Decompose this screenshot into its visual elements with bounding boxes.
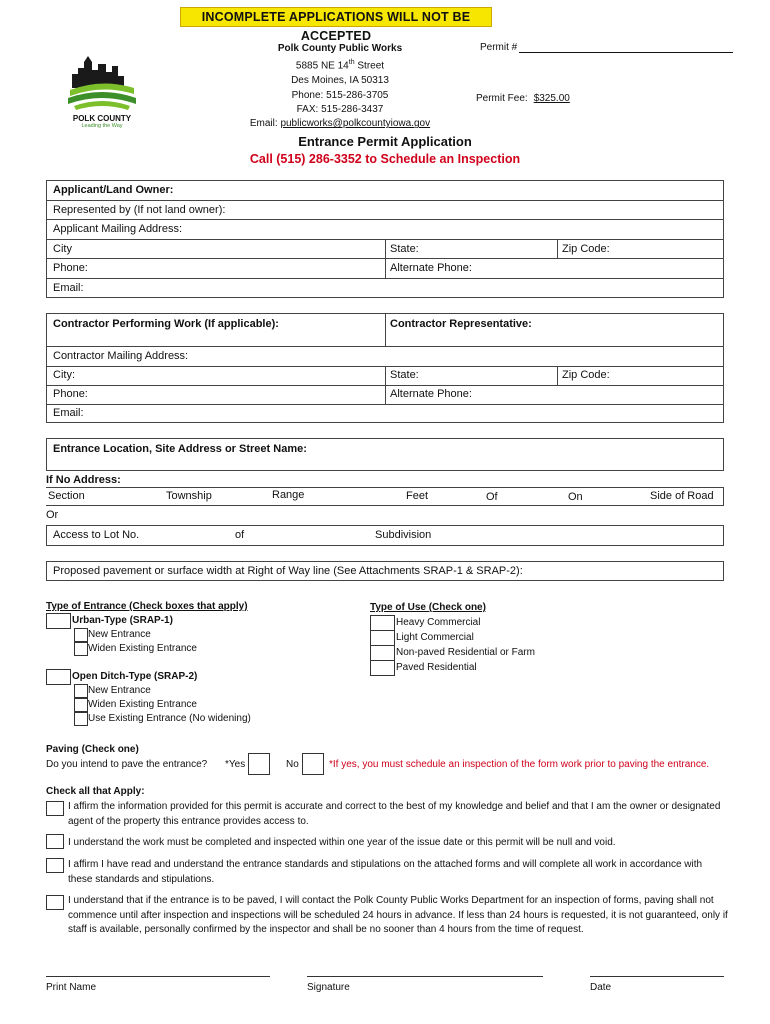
org-address bbox=[225, 56, 455, 74]
no-address-label: If No Address: bbox=[46, 474, 121, 486]
ditch-checkbox[interactable] bbox=[46, 669, 71, 685]
date-line[interactable] bbox=[590, 976, 724, 977]
org-city: Des Moines, IA 50313 bbox=[291, 75, 389, 87]
use-light-label: Light Commercial bbox=[396, 632, 474, 643]
pavement-label: Proposed pavement or surface width at Right of Way line (See Attachments SRAP-1 & SRAP-2): bbox=[53, 565, 523, 577]
inspection-checkbox[interactable] bbox=[46, 895, 64, 910]
location-label: Entrance Location, Site Address or Street Name: bbox=[53, 443, 307, 455]
owner-zip-label: Zip Code: bbox=[562, 242, 610, 255]
owner-section bbox=[46, 180, 724, 298]
owner-state-label: State: bbox=[390, 242, 419, 255]
entrance-type-heading: Type of Entrance (Check boxes that apply) bbox=[46, 601, 248, 612]
contractor-rep-cell[interactable] bbox=[385, 314, 723, 346]
use-light-checkbox[interactable] bbox=[370, 630, 395, 646]
contractor-city-label: City: bbox=[53, 369, 75, 381]
owner-city-row[interactable] bbox=[47, 240, 723, 260]
logo-name: POLK COUNTY bbox=[72, 114, 132, 123]
contractor-alt-phone-cell[interactable] bbox=[385, 385, 723, 404]
use-light-option bbox=[370, 630, 570, 645]
paving-yes-label: *Yes bbox=[225, 759, 246, 770]
form-title: Entrance Permit Application bbox=[298, 134, 472, 149]
or-label: Or bbox=[46, 509, 59, 521]
contractor-email-row[interactable] bbox=[47, 404, 723, 424]
urban-new-option bbox=[46, 628, 248, 642]
affirm-info-text: I affirm the information provided for this permit is accurate and correct to the best of my knowledge and belief and that I am the owner or designated agent of the property this entrance provides access to. bbox=[68, 801, 721, 827]
use-type-group bbox=[370, 600, 570, 675]
polk-county-logo bbox=[64, 54, 140, 134]
paving-no-label: No bbox=[286, 759, 299, 770]
ditch-widen-label: Widen Existing Entrance bbox=[88, 699, 197, 710]
ditch-new-checkbox[interactable] bbox=[74, 684, 88, 698]
urban-widen-checkbox[interactable] bbox=[74, 642, 88, 656]
paving-note: *If yes, you must schedule an inspection of the form work prior to paving the entrance. bbox=[329, 759, 710, 770]
on-label: On bbox=[568, 491, 583, 503]
org-fax: FAX: 515-286-3437 bbox=[296, 103, 384, 115]
contractor-email-label: Email: bbox=[53, 407, 84, 419]
represented-label: Represented by (If not land owner): bbox=[53, 203, 226, 216]
owner-phone-label: Phone: bbox=[53, 262, 88, 274]
ditch-widen-option bbox=[46, 698, 248, 712]
address-sup: th bbox=[348, 59, 355, 67]
signature-line[interactable] bbox=[307, 976, 543, 977]
paving-no-checkbox[interactable] bbox=[302, 753, 324, 775]
form-subtitle: Call (515) 286-3352 to Schedule an Inspection bbox=[249, 152, 521, 166]
incomplete-banner: INCOMPLETE APPLICATIONS WILL NOT BE ACCEPTED bbox=[180, 7, 492, 27]
print-name-line[interactable] bbox=[46, 976, 270, 977]
owner-city-label: City bbox=[53, 242, 72, 255]
use-type-heading: Type of Use (Check one) bbox=[370, 602, 486, 613]
contractor-phone-label: Phone: bbox=[53, 388, 88, 400]
address-street: Street bbox=[354, 60, 385, 72]
owner-email-row[interactable] bbox=[47, 279, 723, 299]
ditch-existing-label: Use Existing Entrance (No widening) bbox=[88, 713, 251, 724]
ditch-existing-checkbox[interactable] bbox=[74, 712, 88, 726]
use-heavy-option bbox=[370, 615, 570, 630]
urban-widen-label: Widen Existing Entrance bbox=[88, 643, 197, 654]
contractor-city-row[interactable] bbox=[47, 366, 723, 386]
inspection-text: I understand that if the entrance is to be paved, I will contact the Polk County Public Works Department for an inspection of forms, paving shall not commence until after inspection and inspections will be scheduled 24 hours in advance. If less than 24 hours is requested, it is not guaranteed, only if staff is available, personally confirmed by the inspector and shall be no sooner than 4 hours from the time of request. bbox=[68, 895, 728, 935]
print-name-label: Print Name bbox=[46, 982, 97, 993]
owner-label: Applicant/Land Owner: bbox=[53, 184, 174, 196]
permit-fee-label: Permit Fee: bbox=[476, 93, 528, 104]
urban-new-label: New Entrance bbox=[88, 629, 151, 640]
ditch-option bbox=[46, 670, 248, 684]
owner-alt-phone-label: Alternate Phone: bbox=[390, 262, 472, 274]
urban-checkbox[interactable] bbox=[46, 613, 71, 629]
urban-widen-option bbox=[46, 642, 248, 656]
ditch-new-label: New Entrance bbox=[88, 685, 151, 696]
signature-label: Signature bbox=[307, 982, 350, 993]
use-nonpaved-label: Non-paved Residential or Farm bbox=[396, 647, 535, 658]
feet-label: Feet bbox=[406, 490, 429, 502]
permit-number-label: Permit # bbox=[480, 42, 518, 53]
one-year-checkbox[interactable] bbox=[46, 834, 64, 849]
permit-number bbox=[480, 42, 733, 53]
address-number: 5885 NE 14 bbox=[295, 60, 349, 72]
subdivision-label: Subdivision bbox=[375, 529, 432, 541]
ditch-widen-checkbox[interactable] bbox=[74, 698, 88, 712]
use-nonpaved-checkbox[interactable] bbox=[370, 645, 395, 661]
org-name: Polk County Public Works bbox=[277, 43, 403, 54]
of-label: Of bbox=[486, 491, 498, 503]
side-of-road-label: Side of Road bbox=[650, 490, 714, 502]
legal-description-row[interactable] bbox=[46, 487, 724, 506]
urban-label: Urban-Type (SRAP-1) bbox=[72, 615, 173, 626]
paving-question: Do you intend to pave the entrance? bbox=[46, 759, 208, 770]
represented-row[interactable] bbox=[47, 201, 723, 221]
entrance-type-group bbox=[46, 600, 251, 726]
township-label: Township bbox=[166, 490, 212, 502]
standards-text: I affirm I have read and understand the entrance standards and stipulations on the attached forms and will complete all work in accordance with these standards and stipulations. bbox=[68, 859, 703, 885]
contractor-zip-label: Zip Code: bbox=[562, 369, 610, 381]
contractor-alt-phone-label: Alternate Phone: bbox=[390, 388, 472, 400]
use-paved-checkbox[interactable] bbox=[370, 660, 395, 676]
contractor-zip-cell[interactable] bbox=[557, 366, 723, 385]
owner-state-cell[interactable] bbox=[385, 240, 557, 259]
pavement-width-field[interactable] bbox=[46, 561, 724, 581]
use-heavy-checkbox[interactable] bbox=[370, 615, 395, 631]
contractor-rep-label: Contractor Representative: bbox=[390, 318, 532, 330]
section-label: Section bbox=[48, 490, 85, 502]
owner-alt-phone-cell[interactable] bbox=[385, 259, 723, 278]
one-year-text: I understand the work must be completed and inspected within one year of the issue date or this permit will be null and void. bbox=[68, 837, 616, 848]
use-nonpaved-option bbox=[370, 645, 570, 660]
urban-option bbox=[46, 614, 248, 628]
contractor-mailing-label: Contractor Mailing Address: bbox=[53, 350, 189, 362]
owner-mailing-label: Applicant Mailing Address: bbox=[53, 223, 183, 235]
lot-subdivision-row[interactable] bbox=[46, 525, 724, 546]
owner-mailing-row[interactable] bbox=[47, 220, 723, 240]
contractor-state-cell[interactable] bbox=[385, 366, 557, 385]
ditch-existing-option bbox=[46, 712, 251, 726]
of-subdivision-label: of bbox=[235, 529, 245, 541]
contractor-phone-row[interactable] bbox=[47, 385, 723, 405]
permit-number-field[interactable] bbox=[519, 43, 733, 53]
org-phone: Phone: 515-286-3705 bbox=[291, 89, 389, 101]
contractor-row[interactable] bbox=[47, 314, 723, 347]
ditch-new-option bbox=[46, 684, 248, 698]
paving-yes-checkbox[interactable] bbox=[248, 753, 270, 775]
org-email-row bbox=[225, 117, 455, 131]
org-email-link[interactable]: publicworks@polkcountyiowa.gov bbox=[280, 118, 431, 130]
permit-fee-value: $325.00 bbox=[533, 93, 570, 104]
urban-new-checkbox[interactable] bbox=[74, 628, 88, 642]
owner-phone-row[interactable] bbox=[47, 259, 723, 279]
use-heavy-label: Heavy Commercial bbox=[396, 617, 481, 628]
ditch-label: Open Ditch-Type (SRAP-2) bbox=[72, 671, 198, 682]
range-label: Range bbox=[272, 489, 305, 501]
owner-zip-cell[interactable] bbox=[557, 240, 723, 259]
owner-row[interactable] bbox=[47, 181, 723, 201]
permit-fee bbox=[476, 93, 570, 104]
date-label: Date bbox=[590, 982, 612, 993]
standards-checkbox[interactable] bbox=[46, 858, 64, 873]
org-info bbox=[225, 42, 455, 132]
access-lot-label: Access to Lot No. bbox=[53, 529, 140, 541]
check-all-heading: Check all that Apply: bbox=[46, 786, 145, 797]
use-paved-option bbox=[370, 660, 570, 675]
logo-tagline: Leading the Way bbox=[81, 123, 123, 129]
contractor-performing-label: Contractor Performing Work (If applicable): bbox=[53, 318, 279, 330]
affirm-info-checkbox[interactable] bbox=[46, 801, 64, 816]
owner-email-label: Email: bbox=[53, 281, 84, 294]
contractor-section bbox=[46, 313, 724, 423]
location-field[interactable] bbox=[46, 438, 724, 471]
contractor-mailing-row[interactable] bbox=[47, 347, 723, 367]
paving-heading: Paving (Check one) bbox=[46, 744, 139, 755]
contractor-state-label: State: bbox=[390, 369, 419, 381]
email-label: Email: bbox=[249, 118, 281, 130]
use-paved-label: Paved Residential bbox=[396, 662, 477, 673]
